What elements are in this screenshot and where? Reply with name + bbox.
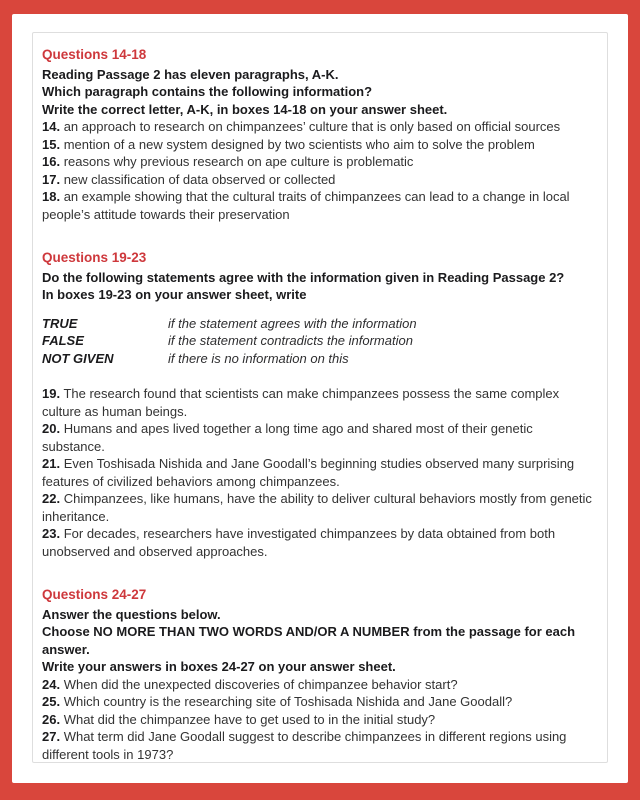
question-number: 15.: [42, 136, 61, 152]
question-text: Which country is the researching site of Toshisada Nishida and Jane Goodall?: [63, 694, 513, 709]
legend-row: [42, 350, 599, 368]
question-item: [42, 455, 599, 490]
instruction-line: Answer the questions below.: [42, 606, 221, 622]
section-heading: Questions 24-27: [42, 587, 147, 602]
instruction-line: Which paragraph contains the following information?: [42, 84, 373, 99]
question-item: [42, 118, 599, 136]
worksheet-page: [12, 14, 628, 783]
question-number: 25.: [42, 694, 61, 709]
question-number: 22.: [42, 491, 61, 506]
question-number: 18.: [42, 189, 61, 204]
question-number: 17.: [42, 171, 61, 187]
question-item: [42, 420, 599, 455]
question-number: 16.: [42, 154, 61, 169]
instruction-line: Choose NO MORE THAN TWO WORDS AND/OR A NUMBER from the passage for each answer.: [42, 624, 576, 657]
question-item: [42, 171, 599, 189]
section-questions-19-23: [42, 249, 599, 560]
legend-definition: if the statement agrees with the information: [168, 315, 417, 331]
instruction-line: Reading Passage 2 has eleven paragraphs, A-K.: [42, 66, 339, 82]
section-questions-24-27: [42, 586, 599, 763]
question-text: For decades, researchers have investigated chimpanzees by data obtained from both unobserved and observed approaches.: [42, 526, 556, 559]
question-text: new classification of data observed or collected: [63, 171, 336, 187]
question-text: Chimpanzees, like humans, have the ability to deliver cultural behaviors mostly from genetic inheritance.: [42, 491, 592, 524]
instruction-line: In boxes 19-23 on your answer sheet, write: [42, 287, 307, 302]
question-number: 24.: [42, 676, 61, 692]
question-number: 23.: [42, 526, 61, 541]
question-item: [42, 728, 599, 763]
question-number: 26.: [42, 711, 61, 727]
question-number: 20.: [42, 421, 61, 436]
legend-row: [42, 315, 599, 333]
legend-term: FALSE: [42, 333, 84, 348]
question-item: [42, 136, 599, 154]
question-number: 27.: [42, 729, 61, 744]
legend-term: NOT GIVEN: [42, 350, 114, 366]
legend-row: [42, 332, 599, 350]
question-text: What did the chimpanzee have to get used to in the initial study?: [63, 711, 436, 727]
question-item: [42, 693, 599, 711]
truefalse-legend: [42, 315, 599, 368]
question-number: 19.: [42, 386, 61, 401]
question-text: an approach to research on chimpanzees’ culture that is only based on official sources: [63, 119, 561, 134]
question-item: [42, 676, 599, 694]
question-text: The research found that scientists can make chimpanzees possess the same complex culture as human beings.: [42, 386, 560, 419]
question-text: What term did Jane Goodall suggest to describe chimpanzees in different regions using different tools in 1973?: [42, 729, 567, 762]
question-text: reasons why previous research on ape culture is problematic: [63, 154, 414, 169]
section-heading: Questions 19-23: [42, 250, 147, 265]
question-item: [42, 490, 599, 525]
questions-panel: [32, 32, 608, 763]
question-number: 21.: [42, 456, 61, 471]
question-text: an example showing that the cultural traits of chimpanzees can lead to a change in local people’s attitude towards their preservation: [42, 189, 570, 222]
question-item: [42, 385, 599, 420]
question-text: Even Toshisada Nishida and Jane Goodall’s beginning studies observed many surprising features of civilized behaviors among chimpanzees.: [42, 456, 575, 489]
question-item: [42, 153, 599, 171]
question-text: mention of a new system designed by two scientists who aim to solve the problem: [63, 136, 535, 152]
question-item: [42, 711, 599, 729]
question-number: 14.: [42, 119, 61, 134]
section-heading: Questions 14-18: [42, 47, 147, 62]
question-item: [42, 525, 599, 560]
legend-definition: if the statement contradicts the information: [168, 333, 413, 348]
instruction-line: Do the following statements agree with the information given in Reading Passage 2?: [42, 269, 565, 285]
question-text: When did the unexpected discoveries of chimpanzee behavior start?: [63, 676, 458, 692]
legend-term: TRUE: [42, 315, 78, 331]
question-text: Humans and apes lived together a long time ago and shared most of their genetic substance.: [42, 421, 533, 454]
instruction-line: Write the correct letter, A-K, in boxes 14-18 on your answer sheet.: [42, 101, 448, 117]
legend-definition: if there is no information on this: [168, 350, 349, 366]
question-item: [42, 188, 599, 223]
section-questions-14-18: [42, 46, 599, 223]
instruction-line: Write your answers in boxes 24-27 on your answer sheet.: [42, 659, 396, 674]
